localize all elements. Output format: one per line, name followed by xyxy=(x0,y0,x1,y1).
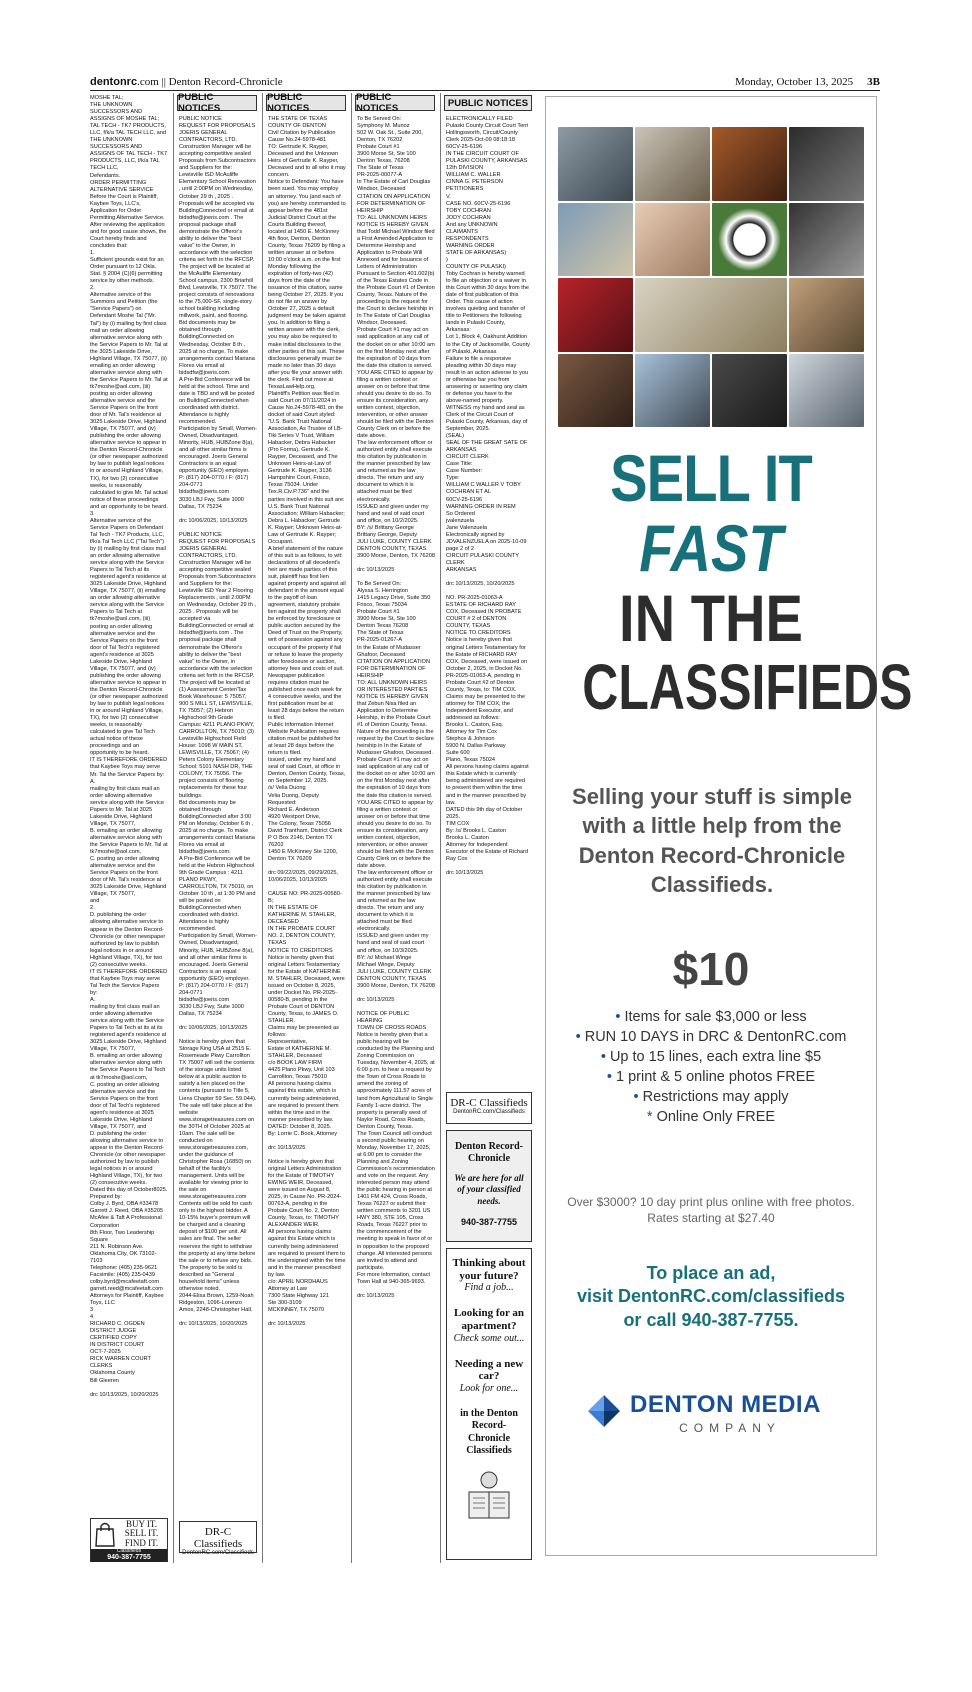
find-line: FIND IT. xyxy=(124,1537,159,1548)
promo-phone[interactable]: 940-387-7755 xyxy=(460,1216,518,1227)
public-notices-header-5 xyxy=(444,95,532,111)
notice-text: To Be Served On: Symphony M. Munoz 502 W. Oak St., Suite 200, Denton, TX 76202 Probate Court #1 3900 Morse St, Ste 100 Denton Texas, 76208 The State of Texas PR-2025-00077-A In The Estate of Carl Douglas Windsor, Deceased CITATION ON APPLICATION FOR DETERMINATION OF HEIRSHIP TO: ALL UNKNOWN HEIRS NOTICE IS HEREBY GIVEN that Todd Michael Windsor filed a First Amended Application to Determine Heirship and Application to Probate Will Annexed and for Issuance of Letters of Administration Pursuant to Section 401.002(b) of the Texas Estates Code in the Probate Court #1 of Denton County, Texas. Nature of the proceeding is the request for the Court to declare heirship in In The Estate of Carl Douglas Windsor, Deceased. Probate Court #1 may act on said application at any call of the docket on or after 10:00 am on the first Monday next after the expiration of 10 days from the date this citation is served. YOU ARE CITED to appear by filing a written contest or answer on or before that time should you desire to do so. To ensure its consideration, any written contest, objection, intervention, or other answer should be filed with the Denton County Clerk on or before the date above. The law enforcement officer or authorized entity shall execute this citation by publication in the manner prescribed by law and returned as the law directs. The return and any document to which it is attached must be filed electronically. ISSUED and given under my hand and seal of said court and office, on 10/2/2025. BY: /s/ Brittany George Brittany George, Deputy JULI LUKE, COUNTY CLERK DENTON COUNTY, TEXAS 3900 Morse, Denton, TX 76208 drc 10/13/2025 To Be Served On: Alyssa S. Herrington 1415 Legacy Drive, Suite 350 Frisco, Texas 75034 Probate Court #1 3900 Morse St, Ste 100 Denton Texas 76208 The State of Texas PR-2025-01267-A In the Estate of Mudasser Ghafoor, Deceased CITATION ON APPLICATION FOR DETERMINATION OF HEIRSHIP TO: ALL UNKNOWN HEIRS OR INTERESTED PARTIES NOTICE IS HEREBY GIVEN that Zebun Nisa filed an Application to Determine Heirship, in the Probate Court #1 of Denton County, Texas. Nature of the proceeding is the request by the Court to declare heirship in In the Estate of Mudasser Ghafoor, Deceased. Probate Court #1 may act on said application at any call of the docket on or after 10:00 am on the first Monday next after the expiration of 10 days from the date this citation is served. YOU ARE CITED to appear by filing a written contest or answer on or before that time should you desire to do so. To ensure its consideration, any written contest, objection, intervention, or other answer should be filed with the Denton County Clerk on or before the date above. The law enforcement officer or authorized entity shall execute this citation by publication in the manner prescribed by law and returned as the law directs. The return and any document to which it is attached must be filed electronically. ISSUED and given under my hand and seal of said court and office, on 10/3/2025. BY: /s/ Michael Winge Michael Winge, Deputy JULI LUKE, COUNTY CLERK DENTON COUNTY, TEXAS 3900 Morse, Denton, TX 76208 drc 10/13/2025 NOTICE OF PUBLIC HEARING TOWN OF CROSS ROADS Notice is hereby given that a public hearing will be conducted by the Planning and Zoning Commission on Tuesday, November 4, 2025, at 6:00 p.m. to hear a request by the Town of Cross Roads to amend the zoning of approximately 111.57 acres of land from Agricultural to Single Family 1-acre district. The property is generally west of Naylor Road, Cross Roads, Denton County, Texas. The Town Council will conduct a second public hearing on Monday, November 17, 2025, at 6:00 pm to consider the Planning and Zoning Commission's recommendation and vote on the request. Any interested person may attend the public hearing in person at 1401 FM 424, Cross Roads, Texas 76227 or submit their written comments to 3201 US HWY 380, STE 105, Cross Roads, Texas 76227 prior to the commencement of the meeting to speak in favor of or in opposition to the proposed change. All interested persons are invited to attend and participate. For more information, contact Town Hall at 940-365-9693. drc 10/13/2025 xyxy=(357,116,435,1299)
ad-call-to-action xyxy=(546,1262,876,1332)
logo-wordmark: DENTON MEDIA xyxy=(630,1391,821,1418)
section-title: PUBLIC NOTICES xyxy=(267,92,310,114)
notice-text: THE STATE OF TEXAS COUNTY OF DENTON Civil Citation by Publication Cause No.24-5978-481 TO: Gertrude K. Rayper, Deceased and the Unknown Heirs of Gertrude K. Rayper, Deceased and to all who it may concern. Notice to Defendant: You have been sued. You may employ an attorney. You (and each of you) are hereby commanded to appear before the 481st Judicial District Court at the Courts Building thereof, located at 1450 E. McKinney 4th floor, Denton, Denton County, Texas 76209 by filing a written answer at or before 10:00 o'clock a.m. on the first Monday following the expiration of forty-two (42) days from the date of the issuance of this citation, same being October 27, 2025. If you do not file an answer by October 27, 2025 a default judgment may be taken against you. In addition to filing a written answer with the clerk, you may also be required to make initial disclosures to the other parties of this suit. These disclosures generally must be made no later than 30 days after you file your answer with the clerk. Find out more at TexasLawHelp.org. Plaintiff's Petition was filed in said Court on 07/11/2024 in Cause No.24-5978-481 on the docket of said Court styled: "U.S. Bank Trust National Association, As Trustee of LB-Tiki Series V Trust, William Habacker, Debra Habacker (Pro Forma), Gertrude K. Rayper, Deceased, and The Unknown Heirs-at-Law of Gertrude K. Rayper, 3136 Hampshire Court, Frisco, Texas 75034. Under Tex.R.Civ.P.736" and the parties involved in this suit are: U.S. Bank Trust National Association; William Habacker; Debra L. Habacker; Gertrude K. Rayper; Unknown Heirs-at-Law of Gertrude K. Rayper; Occupant. A brief statement of the nature of this suit is as follows, to wit: declarations of all decedent's heir are made parties of this suit, plaintiff has first lien against property and against all defendant in the amount equal to the payoff of loan agreement, statutory probate lien against the property shall be enforced by foreclosure or public auction secured by the Deed of Trust on the Property, writ of possession against any occupant of the property if fail or refuse to leave the property after foreclosure or auction, attorney fees and costs of suit. Newspaper publication requires citation must be published once each week for 4 consecutive weeks, and the first publication must be at least 28 days before the return is filed. Public Information Internet Website Publication requires citation must be published for at least 28 days before the return is filed. Issued, under my hand and seal of said Court, at office in Denton, Denton County, Texas, on September 12, 2025. /s/ Velia Duong Velia Duong, Deputy Requested: Richard E. Anderson 4920 Westport Drive, The Colony, Texas 75056 David Trantham, District Clerk P O Box 2146, Denton TX 76202 1450 E McKinney Ste 1200, Denton TX 76209 drc 09/22/2025, 09/29/2025, 10/06/2025, 10/13/2025 CAUSE NO: PR-2025-00580-B; IN THE ESTATE OF KATHERINE M. STAHLER, DECEASED IN THE PROBATE COURT NO. 2, DENTON COUNTY, TEXAS NOTICE TO CREDITORS Notice is hereby given that original Letters Testamentary for the Estate of KATHERINE M. STAHLER, Deceased, were issued on October 8, 2025, under Docket No. PR-2025-00580-B, pending in the Probate Court of DENTON County, Texas, to JAMES O. STAHLER. Claims may be presented as follows: Representative, Estate of KATHERINE M. STAHLER, Deceased c/o BOOK LAW FIRM 4425 Plano Pkwy, Unit 103 Carrollton, Texas 75010 All persons having claims against this estate, which is currently being administered, are required to present them within the time and in the manner prescribed by law. DATED: October 8, 2025. By: Lorrie C. Book, Attorney drc 10/13/2025 Notice is hereby given that original Letters Administration for the Estate of TIMOTHY EWING WEIR, Deceased, were issued on August 8, 2025, in Cause No. PR-2024-00763-A, pending in the Probate Court No. 2, Denton County, Texas, to: TIMOTHY ALEXANDER WEIR. All persons having claims against this Estate which is currently being administered are required to present them to the undersigned within the time and in the manner prescribed by law. c/o: APRIL NORDHAUS Attorney at Law 7300 State Highway 121 Ste 300-3109 MCKINNEY, TX 75070 drc 10/13/2025 xyxy=(268,116,346,1328)
photo-tires xyxy=(712,354,787,428)
site-suffix: .com || Denton Record-Chronicle xyxy=(137,76,283,88)
notice-column-5 xyxy=(446,116,530,1084)
date-and-page xyxy=(735,76,880,88)
photo-house xyxy=(558,203,633,277)
notice-column-4 xyxy=(357,116,435,1561)
shopping-bag-icon xyxy=(94,1521,116,1547)
feature-item: • Restrictions may apply xyxy=(633,1089,789,1105)
photo-soccer-ball xyxy=(712,203,787,277)
section-title: PUBLIC NOTICES xyxy=(447,97,529,109)
feature-item: • RUN 10 DAYS in DRC & DentonRC.com xyxy=(575,1029,847,1045)
issue-date: Monday, October 13, 2025 xyxy=(735,76,854,88)
feature-item: • Items for sale $3,000 or less xyxy=(615,1009,807,1025)
classifieds-advertisement xyxy=(545,96,913,1556)
product-photo-collage xyxy=(558,127,864,427)
photo-baby xyxy=(635,203,710,277)
photo-laptop xyxy=(789,354,864,428)
drc-box-title: DR-C Classifieds xyxy=(193,1526,243,1550)
notice-text: ELECTRONICALLY FILED Pulaski County Circuit Court Terri Hollingsworth, Circuit/County Clerk 2025-Oct-09 08:18:18 60CV-25-6196 IN THE CIRCUIT COURT OF PULASKI COUNTY, ARKANSAS 12th DIVISION WILLIAM C. WALLER CINNA G. PETERSON PETITIONERS V. CASE NO. 60CV-25-6196 TOBY COCHRAN JODY COCHRAN And any UNKNOWN CLAIMANTS RESPONDENTS WARNING ORDER STATE OF ARKANSAS) ) COUNTY OF PULASKI) Toby Cochran is hereby warned to file an objection or a waiver in this Court within 30 days from the date of first publication of this Order. This cause of action involves quieting and transfer of title to Petitioners the following lands in Pulaski County, Arkansas: Lot 1, Block 4, Oakhurst Addition to the City of Jacksonville, County of Pulaski, Arkansas Failure to file a responsive pleading within 30 days may result in an action adverse to you or otherwise bar you from answering or asserting any claim or defense you have to the above-named property. WITNESS my hand and seal as Clerk of the Circuit Court of Pulaski County, Arkansas, day of September, 2025. (SEAL) SEAL OF THE GREAT SATE OF ARKANSAS CIRCUIT CLERK Case Title: Case Number: Type: WILLIAM C WALLER V TOBY COCHRAN ET AL 60CV-25-6196 WARNING ORDER IN REM So Ordered jvalenzuela Jane Valenzuela Electronically signed by JDVALENZUELA on 2025-10-09 page 2 of 2 CIRCUIT PULASKI COUNTY CLERK ARKANSAS drc 10/13/2025, 10/20/2025 NO. PR-2025-01063-A ESTATE OF RICHARD RAY COX, Deceased IN PROBATE COURT # 2 of DENTON COUNTY, TEXAS NOTICE TO CREDITORS Notice is hereby given that original Letters Testamentary for the Estate of RICHARD RAY COX, Deceased, were issued on October 2, 2025, in Docket No. PR-2025-01063-A, pending in Probate Court #2 of Denton County, Texas, to: TIM COX. Claims may be presented to the attorney for TIM COX, the Independent Executor, and addressed as follows: Brooks L. Caston, Esq. Attorney for Tim Cox Stephce & Johnson 5900 N. Dallas Parkway Suite 600 Plano, Texas 75024 All persons having claims against this Estate which is currently being administered are required to present them within the time and in the manner prescribed by law. DATED this 9th day of October 2025. TIM COX By: /s/ Brooks L. Caston Brooks L. Caston Attorney for Independent Executor of the Estate of Richard Ray Cox drc 10/13/2025 xyxy=(446,116,530,877)
photo-watch xyxy=(635,127,710,201)
section-title: PUBLIC NOTICES xyxy=(178,92,221,114)
promo-tagline: We are here for all of your classified needs. xyxy=(454,1173,524,1206)
classifieds-tagline: in the Denton Record-Chronicle Classifieds xyxy=(460,1407,518,1457)
photo-guitar xyxy=(712,127,787,201)
column-divider xyxy=(351,93,352,1563)
section-title: PUBLIC NOTICES xyxy=(356,92,399,114)
site-prefix[interactable]: dentonrc xyxy=(90,76,138,88)
drc-classifieds-box xyxy=(446,1092,532,1124)
over-line-2: Rates starting at $27.40 xyxy=(647,1210,775,1225)
drc-box-url[interactable]: DentonRC.com/Classifieds xyxy=(453,1109,525,1115)
logo-subtitle: COMPANY xyxy=(679,1421,781,1435)
public-notices-header-3 xyxy=(266,92,346,114)
photo-tv xyxy=(789,127,864,201)
photo-shoes xyxy=(789,203,864,277)
headline-classifieds: CLASSIFIEDS xyxy=(582,651,913,723)
column-divider xyxy=(173,93,174,1563)
buy-it-box xyxy=(90,1518,168,1562)
public-notices-header-4 xyxy=(355,92,435,114)
headline-fast: FAST xyxy=(639,511,783,585)
asterisk-icon: * xyxy=(646,1109,657,1125)
feature-item: • Up to 15 lines, each extra line $5 xyxy=(600,1049,822,1065)
photo-keys xyxy=(635,278,787,352)
drc-classifieds-box xyxy=(179,1521,257,1556)
photo-car xyxy=(558,278,633,352)
cta-link[interactable]: visit DentonRC.com/classifieds xyxy=(576,1286,846,1307)
notice-text: MOSHE TAL; THE UNKNOWN SUCCESSORS AND ASSIGNS OF MOSHE TAL; TAL TECH - TK7 PRODUCTS, LLC, f/k/a TAL TECH LLC, and THE UNKNOWN SUCCESSORS AND ASSIGNS OF TAL TECH - TK7 PRODUCTS, LLC, f/k/a TAL TECH LLC, Defendants. ORDER PERMITTING ALTERNATIVE SERVICE Before the Court is Plaintiff, Kaybee Toys, LLC's, Application for Order Permitting Alternative Service. After reviewing the application and for good cause shown, the Court hereby finds and concludes that: 1. Sufficient grounds exist for an Order pursuant to 12 Okla. Stat. § 2004 (C)(6) permitting service by other methods. 2. Alternative service of the Summons and Petition (the "Service Papers") on Defendant Moshe Tal ("Mr. Tal") by (i) mailing by first class mail an order allowing alternative service along with the Service Papers to Mr. Tal at the 3025 Lakeside Drive, Highland Village, TX 75077, (ii) emailing an order allowing alternative service along with the Service Papers to Mr. Tal at tk7moshe@aol.com, (iii) posting an order allowing alternative service and the Service Papers on the front door of Mr. Tal's residence at 3025 Lakeside Drive, Highland Village, TX 75077, and (iv) publishing the order allowing alternative service to appear in the Denton Record-Chronicle (or other newspaper authorized by law to publish legal notices in or around Highland Village, TX), for two (2) consecutive weeks, is reasonably calculated to give Mr. Tal actual notice of these proceedings and an opportunity to be heard. 3. Alternative service of the Service Papers on Defendant Tal Tech - TK7 Products, LLC, f/k/a Tal Tech LLC ("Tal Tech") by (i) mailing by first class mail an order allowing alternative service along with the Service Papers to Tal Tech at its registered agent's residence at 3025 Lakeside Drive, Highland Village, TX 75077, (ii) emailing an order allowing alternative service along with the Service Papers to Tal Tech at tk7moshe@aol.com, (iii) posting an order allowing alternative service and the Service Papers on the front door of Tal Tech's registered agent's residence at 3025 Lakeside Drive, Highland Village, TX 75077, and (iv) publishing the order allowing alternative service to appear in the Denton Record-Chronicle (or other newspaper authorized by law to publish legal notices in or around Highland Village, TX), for two (2) consecutive weeks, is reasonably calculated to give Tal Tech actual notice of these proceedings and an opportunity to be heard. IT IS THEREFORE ORDERED that Kaybee Toys may serve Mr. Tal the Service Papers by: A. mailing by first class mail an order allowing alternative service along with the Service Papers to Mr. Tal at 3025 Lakeside Drive, Highland Village, TX 75077, B. emailing an order allowing alternative service along with the Service Papers to Mr. Tal at tk7moshe@aol.com, C. posting an order allowing alternative service and the Service Papers on the front door of Mr. Tal's residence at 3025 Lakeside Drive, Highland Village, TX 75077, and 2. D. publishing the order allowing alternative service to appear in the Denton Record-Chronicle (or other newspaper authorized by law to publish legal notices in or around Highland Village, TX), for two (2) consecutive weeks. IT IS THEREFORE ORDERED that Kaybee Toys may serve Tal Tech the Service Papers by: A. mailing by first class mail an order allowing alternative service along with the Service Papers to Tal Tech at its at its registered agent's residence at 3025 Lakeside Drive, Highland Village, TX 75077, B. emailing an order allowing alternative service along with the Service Papers to Tal Tech at tk7moshe@aol.com, C. posting an order allowing alternative service and the Service Papers on the front door of Tal Tech's registered agent's residence at 3025 Lakeside Drive, Highland Village, TX 75077, and D. publishing the order allowing alternative service to appear in the Denton Record-Chronicle (or other newspaper authorized by law to publish legal notices in or around Highland Village, TX), for two (2) consecutive weeks. Dated this day of October8025. Prepared by: Colby J. Byrd, OBA #33478 Garrett J. Reed, OBA #35205 McAfee & Taft A Professional Corporation 8th Floor, Two Leadership Square 211 N. Robinson Ave. Oklahoma City, OK 73102-7103 Telephone: (405) 235-9621 Facsimile: (405) 235-0439 colby.byrd@mcafeetaft.com garrett.reed@mcafeetaft.com Attorneys for Plaintiff, Kaybee Toys, LLC 3 4 RICHARD C. OGDEN DISTRICT JUDGE CERTIFIED COPY IN DISTRICT COURT OCT-7-2025 RICK WARREN COURT CLERKS Oklahoma County Bill Gleeren drc 10/13/2025, 10/20/2025 xyxy=(90,95,168,1398)
headline-in-the: IN THE xyxy=(619,581,803,655)
photo-bicycle xyxy=(558,127,633,201)
ad-price: $10 xyxy=(672,943,750,995)
cta-line-1: To place an ad, xyxy=(646,1263,776,1283)
notice-text: PUBLIC NOTICE REQUEST FOR PROPOSALS JOERIS GENERAL CONTRACTORS, LTD. Construction Manager will be accepting competitive sealed Proposals from Subcontractors and Suppliers for the: Lewisville ISD McAuliffe Elementary School Renovation , until 2:00PM on Wednesday, October 29 th , 2025 . Proposals will be accepted via BuildingConnected or email at bidsdfw@joeris.com . The proposal package shall demonstrate the Offeror's ability to deliver the "best value" to the Owner, in accordance with the selection criteria set forth in the RFCSP. The project will be located at the McAuliffe Elementary School campus, 2300 Briarhill Blvd, Lewisville, TX 75077. The project consists of renovations to the 75,000-SF, single-story school building including millwork, paint, and flooring. Bid documents may be obtained through BuildingConnected on Wednesday, October 8 th , 2025 at no charge. To make arrangements contact Mariana Flores via email at bidsdfw@joeris.com. A Pre-Bid Conference will be held at the school. Time and date is TBD and will be posted on BuildingConnected when coordinated with district. Attendance is highly recommended. Participation by Small, Women-Owned, Disadvantaged, Minority, HUB, HUBZone 8(a), and all other similar firms is encouraged. Joeris General Contractors is an equal opportunity (EEO) employer. P: (817) 204-0770 / F: (817) 204-0771 bidsdfw@joeris.com 3030 LBJ Fwy, Suite 1000 Dallas, TX 75234 drc 10/06/2025, 10/13/2025 PUBLIC NOTICE REQUEST FOR PROPOSALS JOERIS GENERAL CONTRACTORS, LTD. Construction Manager will be accepting competitive sealed Proposals from Subcontractors and Suppliers for the: Lewisville ISD Year 2 Flooring Replacements , until 2:00PM on Wednesday, October 29 th , 2025 . Proposals will be accepted via BuildingConnected or email at bidsdfw@joeris.com . The proposal package shall demonstrate the Offeror's ability to deliver the "best value" to the Owner, in accordance with the selection criteria set forth in the RFCSP. The project will be located at (1) Assessment Center/Tax Book Warehouse: 5 75057, 900 S MILL ST, LEWISVILLE, TX 75057; (2) Hebron Highschool 9th Grade Campus: 4211 PLANO PKWY, CARROLLTON, TX 75010; (3) Lewisville Highschool Field House: 1098 W MAIN ST, LEWISVILLE, TX 75067; (4) Peters Colony Elementary School: 5101 NASH DR, THE COLONY, TX 75056. The project consists of flooring replacements for these four buildings. Bid documents may be obtained through BuildingConnected after 3:00 PM on Monday, October 6 th , 2025 at no charge. To make arrangements contact Mariana Flores via email at bidsdfw@joeris.com. A Pre-Bid Conference will be held at the Hebron Highschool 9th Grade Campus : 4211 PLANO PKWY, CARROLLTON, TX 75010, on October 10 th , at 1:30 PM and will be posted on BuildingConnected when coordinated with district. Attendance is highly recommended. Participation by Small, Women-Owned, Disadvantaged, Minority, HUB, HUBZone 8(a), and all other similar firms is encouraged. Joeris General Contractors is an equal opportunity (EEO) employer. P: (817) 204-0770 / F: (817) 204-0771 bidsdfw@joeris.com 3030 LBJ Fwy, Suite 1000 Dallas, TX 75234 drc 10/06/2025, 10/13/2025 Notice is hereby given that Storage King USA at 2515 E. Rosemeade Pkwy Carrollton TX 75007 will sell the contents of the storage units listed below at a public auction to satisfy a lien placed on the contents (pursuant to Title 5, Liens Chapter 59 Sec. 59.044). The sale will take place at the website www.storagetreasures.com on the 30TH of October 2025 at 10am. The sale will be conducted on www.storagetreasures.com, under the guidance of Christopher Rosa (16850) on behalf of the facility's management. Units will be available for viewing prior to the sale on www.storagetreasures.com Contents will be sold for cash only to the highest bidder. A 10-15% buyer's premium will be charged and a cleaning deposit of $100 per unit. All sales are final. The seller reserves the right to withdraw the property at any time before the sale or to refuse any bids. The property to be sold is described as "General household items" unless otherwise noted. 2044-Elisa Brown, 1259-Noah Ridgeston, 1096-Lorenzo Amos, 2248-Christopher Hall. drc 10/13/2025, 10/20/2025 xyxy=(179,116,257,1328)
promo-heading: Denton Record-Chronicle xyxy=(454,1141,524,1164)
column-divider xyxy=(262,93,263,1563)
notice-column-1 xyxy=(90,95,168,1513)
feature-item-online: * Online Only FREE xyxy=(646,1109,776,1125)
photo-camera xyxy=(635,354,710,428)
car-question: Needing a new car? xyxy=(454,1357,524,1383)
over-line-1: Over $3000? 10 day print plus online with free photos. xyxy=(567,1195,855,1209)
denton-media-logo xyxy=(586,1385,836,1445)
reader-illustration-icon xyxy=(459,1466,519,1526)
car-answer: Look for one... xyxy=(459,1382,519,1394)
logo-mark-icon xyxy=(586,1393,622,1429)
column-divider xyxy=(440,93,441,1563)
photo-sofa xyxy=(558,354,633,428)
apartment-answer: Check some out... xyxy=(453,1332,525,1344)
sell-line: SELL IT. xyxy=(124,1528,159,1539)
page-header xyxy=(90,76,880,91)
apartment-question: Looking for an apartment? xyxy=(453,1307,525,1332)
notice-column-2 xyxy=(179,116,257,1516)
ad-over-3000-note xyxy=(546,1195,876,1226)
page-number: 3B xyxy=(867,76,880,88)
drc-box-title: DR-C Classifieds xyxy=(450,1097,528,1109)
find-it-box xyxy=(446,1248,532,1560)
find-job-answer: Find a job... xyxy=(464,1282,514,1294)
buy-line: BUY IT. xyxy=(126,1518,157,1529)
public-notices-header-2 xyxy=(177,92,257,114)
headline-sell-it: SELL IT xyxy=(610,441,812,515)
classified-needs-box xyxy=(446,1130,532,1242)
notice-column-3 xyxy=(268,116,346,1561)
cta-phone[interactable]: or call 940-387-7755. xyxy=(623,1309,799,1330)
find-job-question: Thinking about your future? xyxy=(452,1257,526,1282)
ad-feature-list xyxy=(546,1007,876,1127)
masthead xyxy=(90,76,283,88)
classifieds-phone[interactable]: 940-387-7755 xyxy=(107,1554,151,1561)
photo-dog xyxy=(789,278,864,352)
classifieds-label: Classifieds xyxy=(116,1548,142,1554)
drc-box-url[interactable]: DentonRC.com/Classifieds xyxy=(182,1550,254,1556)
feature-item: • 1 print & 5 online photos FREE xyxy=(606,1069,816,1085)
ad-description: Selling your stuff is simple with a little help from the Denton Record-Chronicle Classifieds. xyxy=(572,784,852,897)
